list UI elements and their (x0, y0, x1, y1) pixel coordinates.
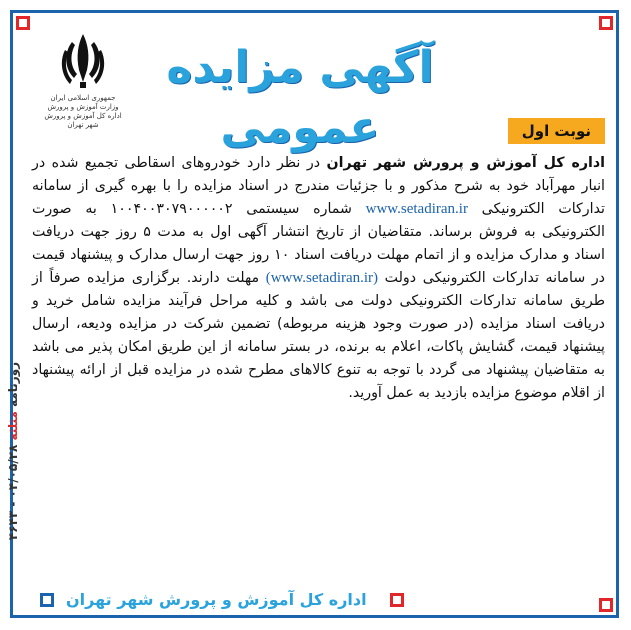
round-badge: نوبت اول (508, 118, 605, 144)
frame-corner (16, 16, 30, 30)
emblem-icon (60, 30, 106, 90)
newspaper-side-label (4, 356, 22, 546)
side-date: ۰۴/۰۵/۲۸ - ۴۶۴۳ (6, 444, 20, 541)
emblem-caption-line: وزارت آموزش و پرورش (47, 103, 119, 111)
frame-corner (599, 598, 613, 612)
frame-corner (599, 16, 613, 30)
body-part-3: مهلت دارند. برگزاری مزایده صرفاً از طریق سامانه تدارکات الکترونیکی دولت می باشد و کلیه مراحل فرآیند مزایده شامل خرید و دریافت اسناد مزایده (در صورت وجود هزینه مربوطه) تضمین شرکت در مزایده ودیعه، ارسال پیشنهاد قیمت، گشایش پاکات، اعلام به برنده، در بستر سامانه از این طریق امکان پذیر می باشد به متقاضیان پیشنهاد می گردد با توجه به تنوع کالاهای مطرح شده در مزایده قبل از ارائه پیشنهاد از اقلام موضوع مزایده بازدید به عمل آورید. (32, 270, 605, 401)
footer-org: اداره کل آموزش و پرورش شهر تهران (60, 590, 373, 610)
side-brand: مثلثه (6, 411, 20, 441)
iran-emblem (38, 30, 128, 140)
emblem-caption (38, 94, 128, 130)
footer-box-right (390, 593, 404, 607)
ad-title: آگهی مزایده عمومی (166, 42, 434, 153)
body-part-1: در نظر دارد خودروهای اسقاطی تجمیع شده در انبار مهرآباد خود به شرح مذکور و با جزئیات مندرج در اسناد مزایده را با بهره گیری از سامانه تدارکات الکترونیکی (32, 155, 605, 217)
body-part-2: شماره سیستمی ۱۰۰۴۰۰۳۰۷۹۰۰۰۰۰۲ به صورت الکترونیکی به فروش برساند. متقاضیان از تاریخ انتشار آگهی اول به مدت ۵ روز جهت دریافت اسناد و مدارک مزایده و از اتمام مهلت دریافت اسناد ۱۰ روز جهت ارسال مدارک و پیشنهاد قیمت در سامانه تدارکات الکترونیکی دولت (32, 201, 605, 286)
footer-box-left (40, 593, 54, 607)
ad-body (32, 152, 605, 405)
body-lead: اداره کل آموزش و پرورش شهر تهران (326, 155, 605, 171)
website-link-2[interactable]: (www.setadiran.ir) (265, 270, 379, 286)
side-prefix: روزنامه (6, 361, 20, 407)
emblem-caption-line: جمهوری اسلامی ایران (50, 94, 116, 102)
website-link[interactable]: www.setadiran.ir (365, 201, 468, 217)
emblem-caption-line: اداره کل آموزش و پرورش شهر تهران (44, 112, 122, 129)
